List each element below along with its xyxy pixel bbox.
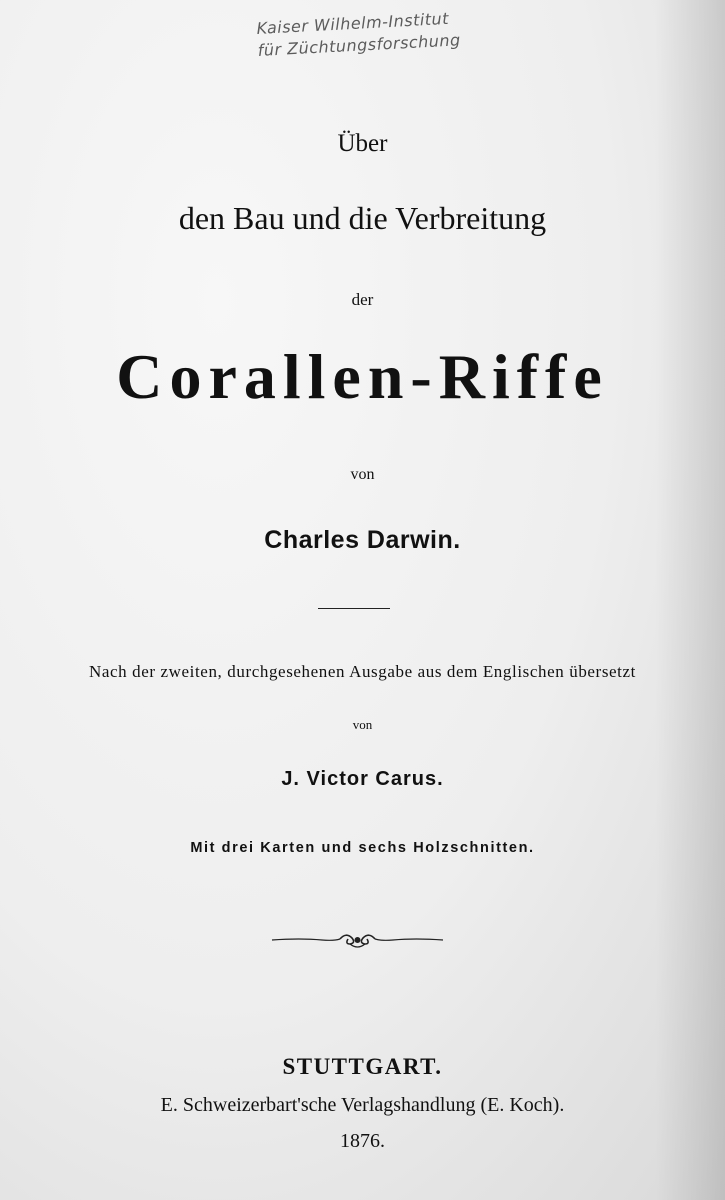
ornament-flourish-icon — [270, 928, 445, 952]
title-ueber: Über — [337, 130, 388, 157]
imprint-year: 1876. — [340, 1130, 385, 1152]
von-author: von — [350, 466, 375, 483]
subtitle: den Bau und die Verbreitung — [178, 200, 547, 236]
main-title: Corallen-Riffe — [116, 341, 609, 412]
translator-name: J. Victor Carus. — [281, 768, 444, 790]
library-stamp — [256, 5, 498, 62]
author-name: Charles Darwin. — [264, 526, 461, 554]
imprint-city: STUTTGART. — [282, 1054, 443, 1079]
von-translator: von — [352, 717, 373, 732]
divider-rule — [318, 608, 390, 609]
title-der: der — [351, 290, 374, 309]
stamp-line-1: Kaiser Wilhelm-Institut — [256, 8, 450, 38]
imprint-publisher: E. Schweizerbart'sche Verlagshandlung (E. Koch). — [160, 1094, 565, 1116]
translation-note: Nach der zweiten, durchgesehenen Ausgabe aus dem Englischen übersetzt — [89, 662, 636, 681]
illustrations-note: Mit drei Karten und sechs Holzschnitten. — [190, 840, 535, 856]
stamp-line-2: für Züchtungsforschung — [257, 30, 462, 60]
